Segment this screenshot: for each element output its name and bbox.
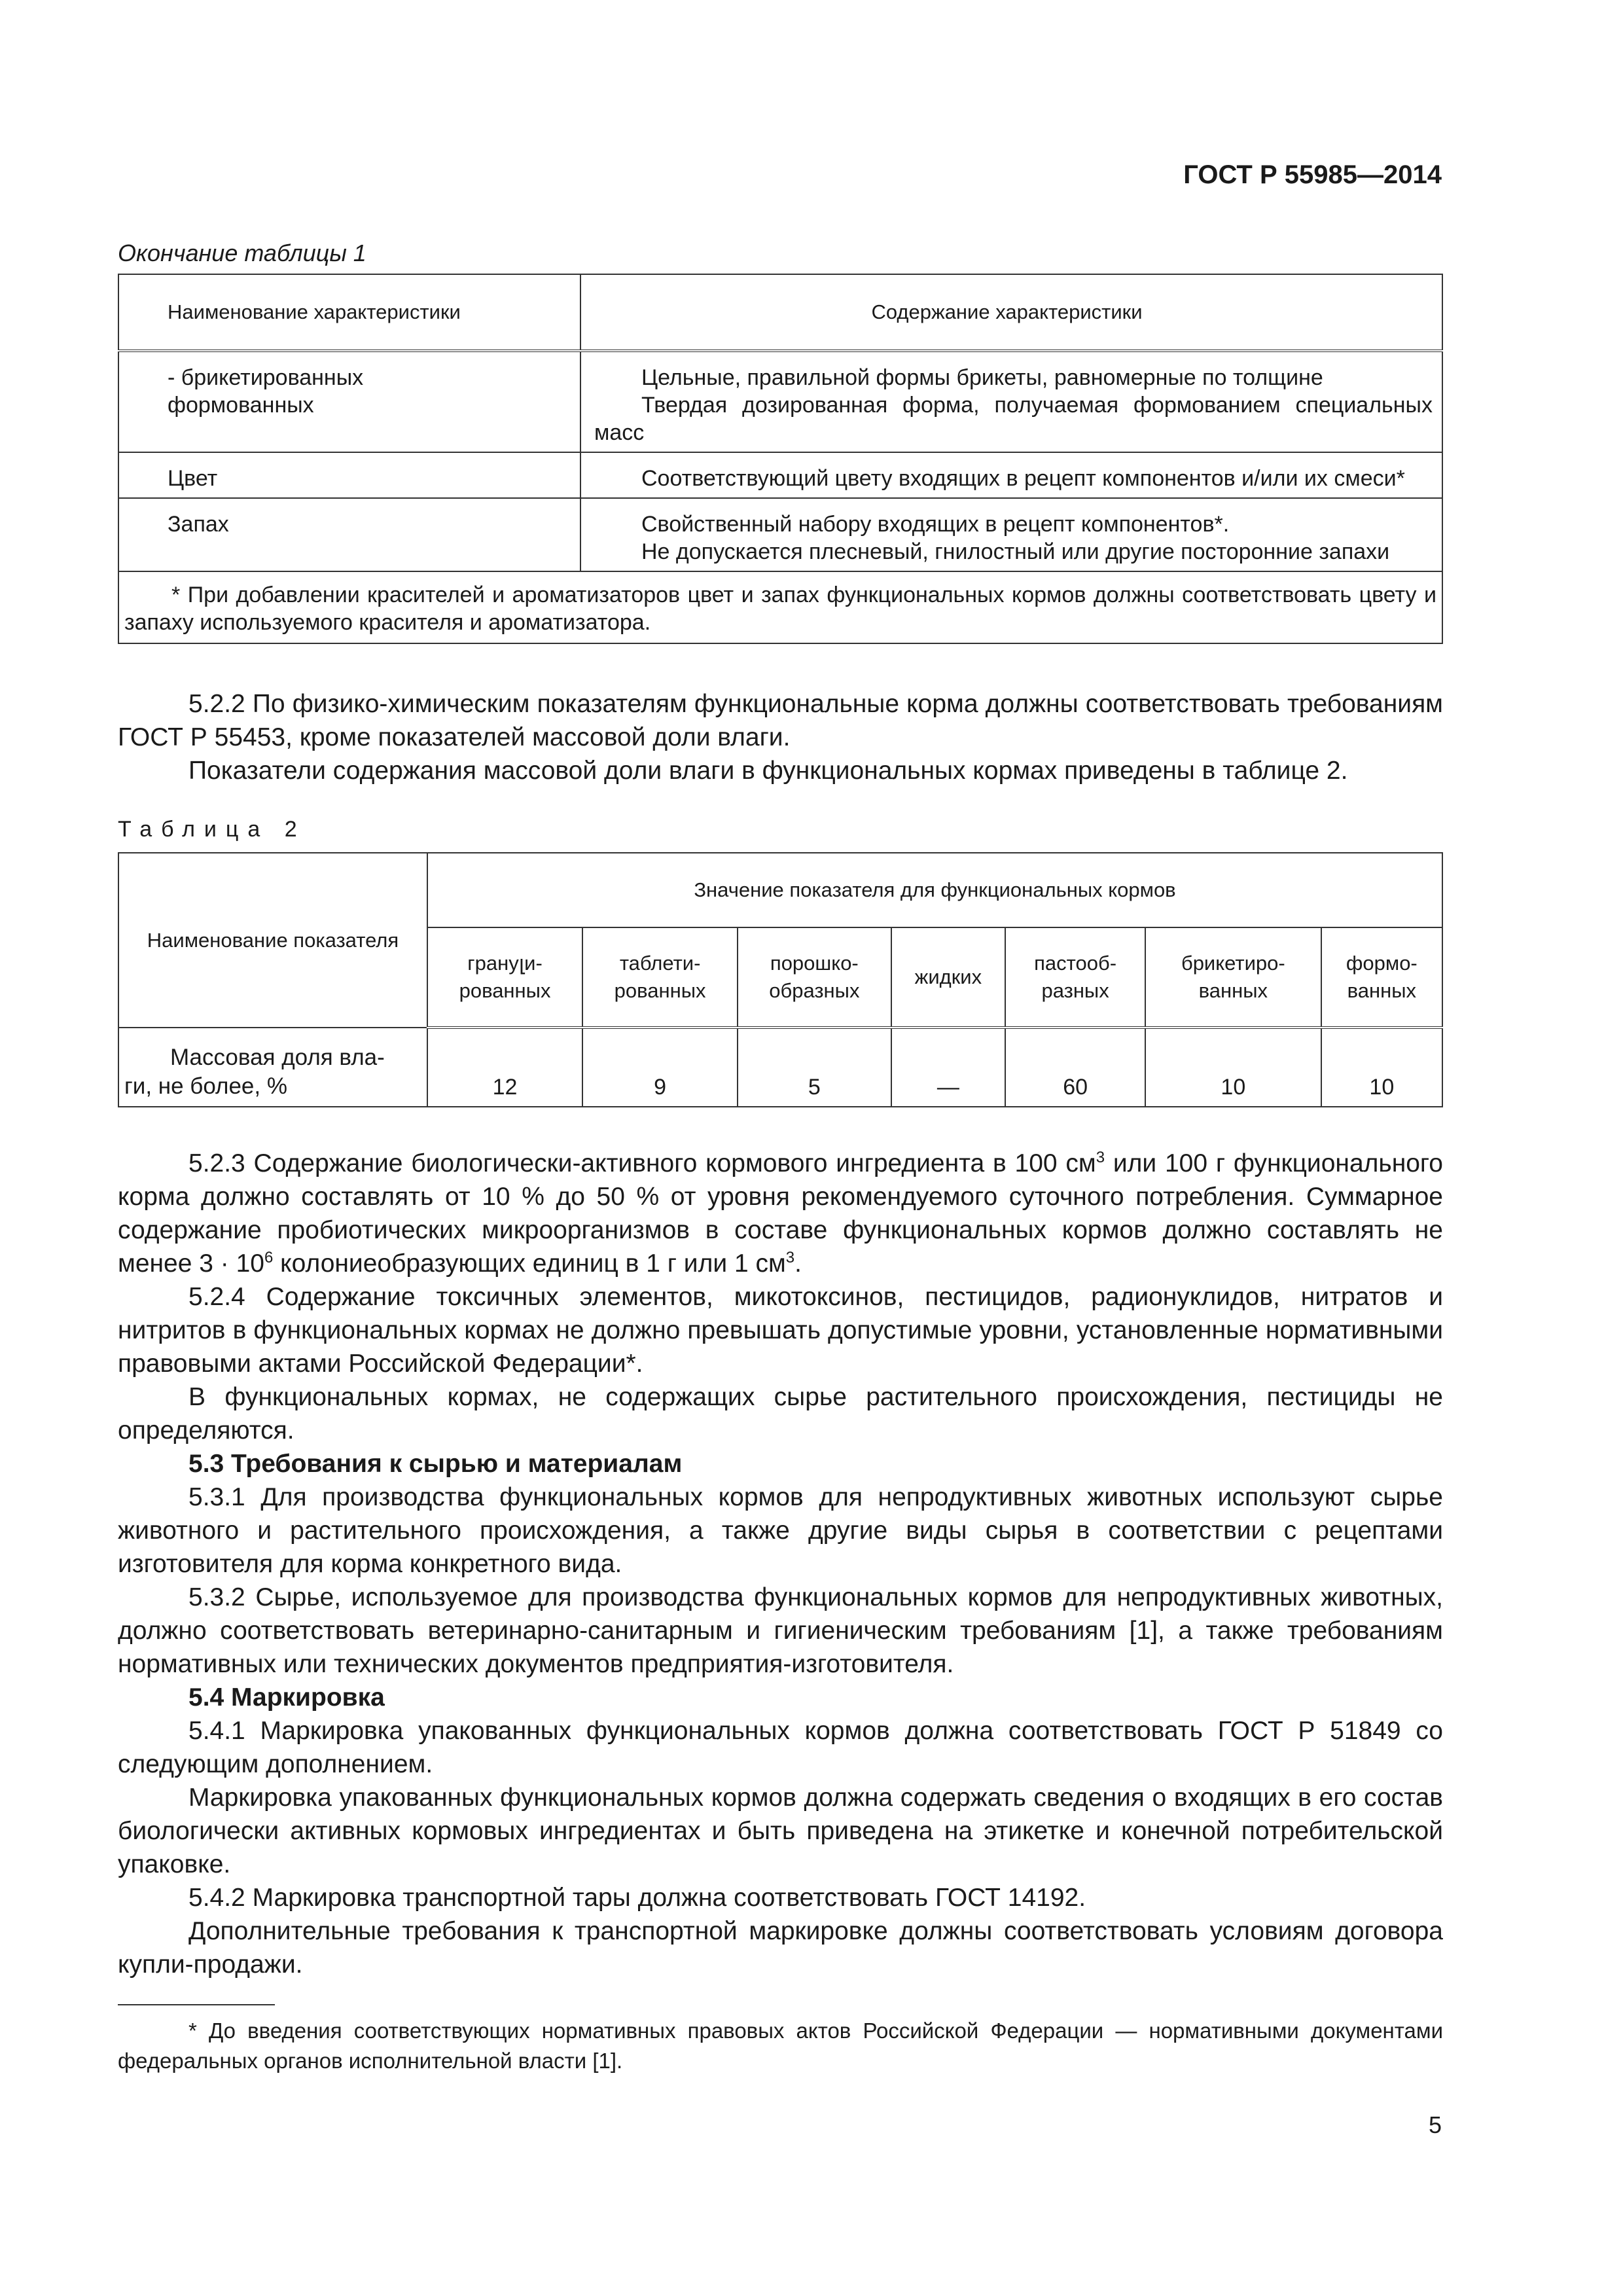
- table1-cell-content: Свойственный набору входящих в рецепт компонентов*.: [641, 512, 1230, 537]
- table2-col-header: формо- ванных: [1321, 927, 1442, 1028]
- table2-row-label: ги, не более, %: [124, 1073, 287, 1099]
- table1-cell-content: Цельные, правильной формы брикеты, равномерные по толщине: [641, 365, 1323, 390]
- footnote-divider: [118, 2004, 275, 2005]
- table2-col-header: жидких: [891, 927, 1006, 1028]
- table2-value: 9: [582, 1028, 738, 1107]
- paragraph: 5.2.3 Содержание биологически-активного кормового ингредиента в 100 $см^3$ или 100 г функционального корма должно составлять от 10 % до 50 % от уровня рекомендуемого суточного потребления. Суммарное содержание пробиотических микроорганизмов в составе функциональных кормов должно составлять не менее $3 \cdot 10^6$ колониеобразующих единиц в 1 г или 1 $см^3$.: [118, 1149, 1443, 1278]
- table2-row-label: Массовая доля вла-: [170, 1045, 385, 1070]
- table1-note: * При добавлении красителей и ароматизаторов цвет и запах функциональных кормов должны соответствовать цвету и запаху используемого красителя и ароматизатора.: [124, 583, 1436, 635]
- document-header: ГОСТ Р 55985—2014: [1183, 160, 1442, 189]
- table1-cell-name: формованных: [168, 393, 314, 418]
- paragraph: 5.4.2 Маркировка транспортной тары должна соответствовать ГОСТ 14192.: [188, 1884, 1086, 1912]
- section-523-54: [118, 1147, 1443, 1981]
- table2-col-header: порошко- образных: [738, 927, 891, 1028]
- table2-value: 12: [427, 1028, 582, 1107]
- table2-col-header: брикетиро- ванных: [1145, 927, 1321, 1028]
- footnote: * До введения соответствующих нормативных правовых актов Российской Федерации — нормативными документами федеральных органов исполнительной власти [1].: [118, 2018, 1443, 2073]
- table2-col-header: грануլи- рованных: [427, 927, 582, 1028]
- table2-value: 60: [1005, 1028, 1145, 1107]
- paragraph: Дополнительные требования к транспортной маркировке должны соответствовать условиям договора купли-продажи.: [118, 1917, 1443, 1979]
- table2-value: 10: [1321, 1028, 1442, 1107]
- paragraph: Показатели содержания массовой доли влаги в функциональных кормах приведены в таблице 2.: [188, 757, 1348, 785]
- table1: [118, 274, 1443, 644]
- table1-cell-content: Соответствующий цвету входящих в рецепт компонентов и/или их смеси*: [641, 466, 1405, 491]
- table2-value: 5: [738, 1028, 891, 1107]
- paragraph: В функциональных кормах, не содержащих сырье растительного происхождения, пестициды не определяются.: [118, 1383, 1443, 1444]
- table1-cell-content: Твердая дозированная форма, получаемая формованием специальных масс: [594, 393, 1433, 445]
- section-522: [118, 687, 1443, 787]
- table2-group-header: Значение показателя для функциональных кормов: [427, 853, 1442, 927]
- table1-cell-content: Не допускается плесневый, гнилостный или другие посторонние запахи: [641, 539, 1390, 564]
- paragraph: 5.3.1 Для производства функциональных кормов для непродуктивных животных используют сырье животного и растительного происхождения, а также другие виды сырья в соответствии с рецептами изготовителя для корма конкретного вида.: [118, 1483, 1443, 1578]
- table-row: [118, 351, 1442, 452]
- paragraph: 5.4.1 Маркировка упакованных функциональных кормов должна соответствовать ГОСТ Р 51849 со следующим дополнением.: [118, 1717, 1443, 1778]
- paragraph: 5.2.2 По физико-химическим показателям функциональные корма должны соответствовать требованиям ГОСТ Р 55453, кроме показателей массовой доли влаги.: [118, 690, 1443, 751]
- page-number: 5: [1428, 2111, 1442, 2138]
- section-heading: 5.4 Маркировка: [188, 1683, 385, 1712]
- table2: [118, 852, 1443, 1107]
- table1-cell-name: Запах: [118, 498, 580, 571]
- paragraph: 5.2.4 Содержание токсичных элементов, микотоксинов, пестицидов, радионуклидов, нитратов и нитритов в функциональных кормах не должно превышать допустимые уровни, установленные нормативными правовыми актами Российской Федерации*.: [118, 1283, 1443, 1378]
- table-row: [118, 452, 1442, 498]
- table2-value: 10: [1145, 1028, 1321, 1107]
- table1-cell-name: Цвет: [118, 452, 580, 498]
- table2-caption: Таблица 2: [118, 817, 306, 842]
- table-row: [118, 498, 1442, 571]
- table1-header-name: Наименование характеристики: [118, 274, 580, 351]
- table1-cell-name: - брикетированных: [168, 365, 364, 390]
- table2-col-header: пастооб- разных: [1005, 927, 1145, 1028]
- section-heading: 5.3 Требования к сырью и материалам: [188, 1450, 683, 1478]
- paragraph: Маркировка упакованных функциональных кормов должна содержать сведения о входящих в его состав биологически активных кормовых ингредиентах и быть приведена на этикетке и конечной потребительской упаковке.: [118, 1784, 1443, 1878]
- table1-header-content: Содержание характеристики: [580, 274, 1442, 351]
- table2-value: —: [891, 1028, 1006, 1107]
- table2-col-header: таблети- рованных: [582, 927, 738, 1028]
- table2-header-name: Наименование показателя: [118, 853, 427, 1028]
- paragraph: 5.3.2 Сырье, используемое для производства функциональных кормов для непродуктивных животных, должно соответствовать ветеринарно-санитарным и гигиеническим требованиям [1], а также требованиям нормативных или технических документов предприятия-изготовителя.: [118, 1583, 1443, 1678]
- table1-caption: Окончание таблицы 1: [118, 240, 366, 266]
- table-row: [118, 1028, 1442, 1107]
